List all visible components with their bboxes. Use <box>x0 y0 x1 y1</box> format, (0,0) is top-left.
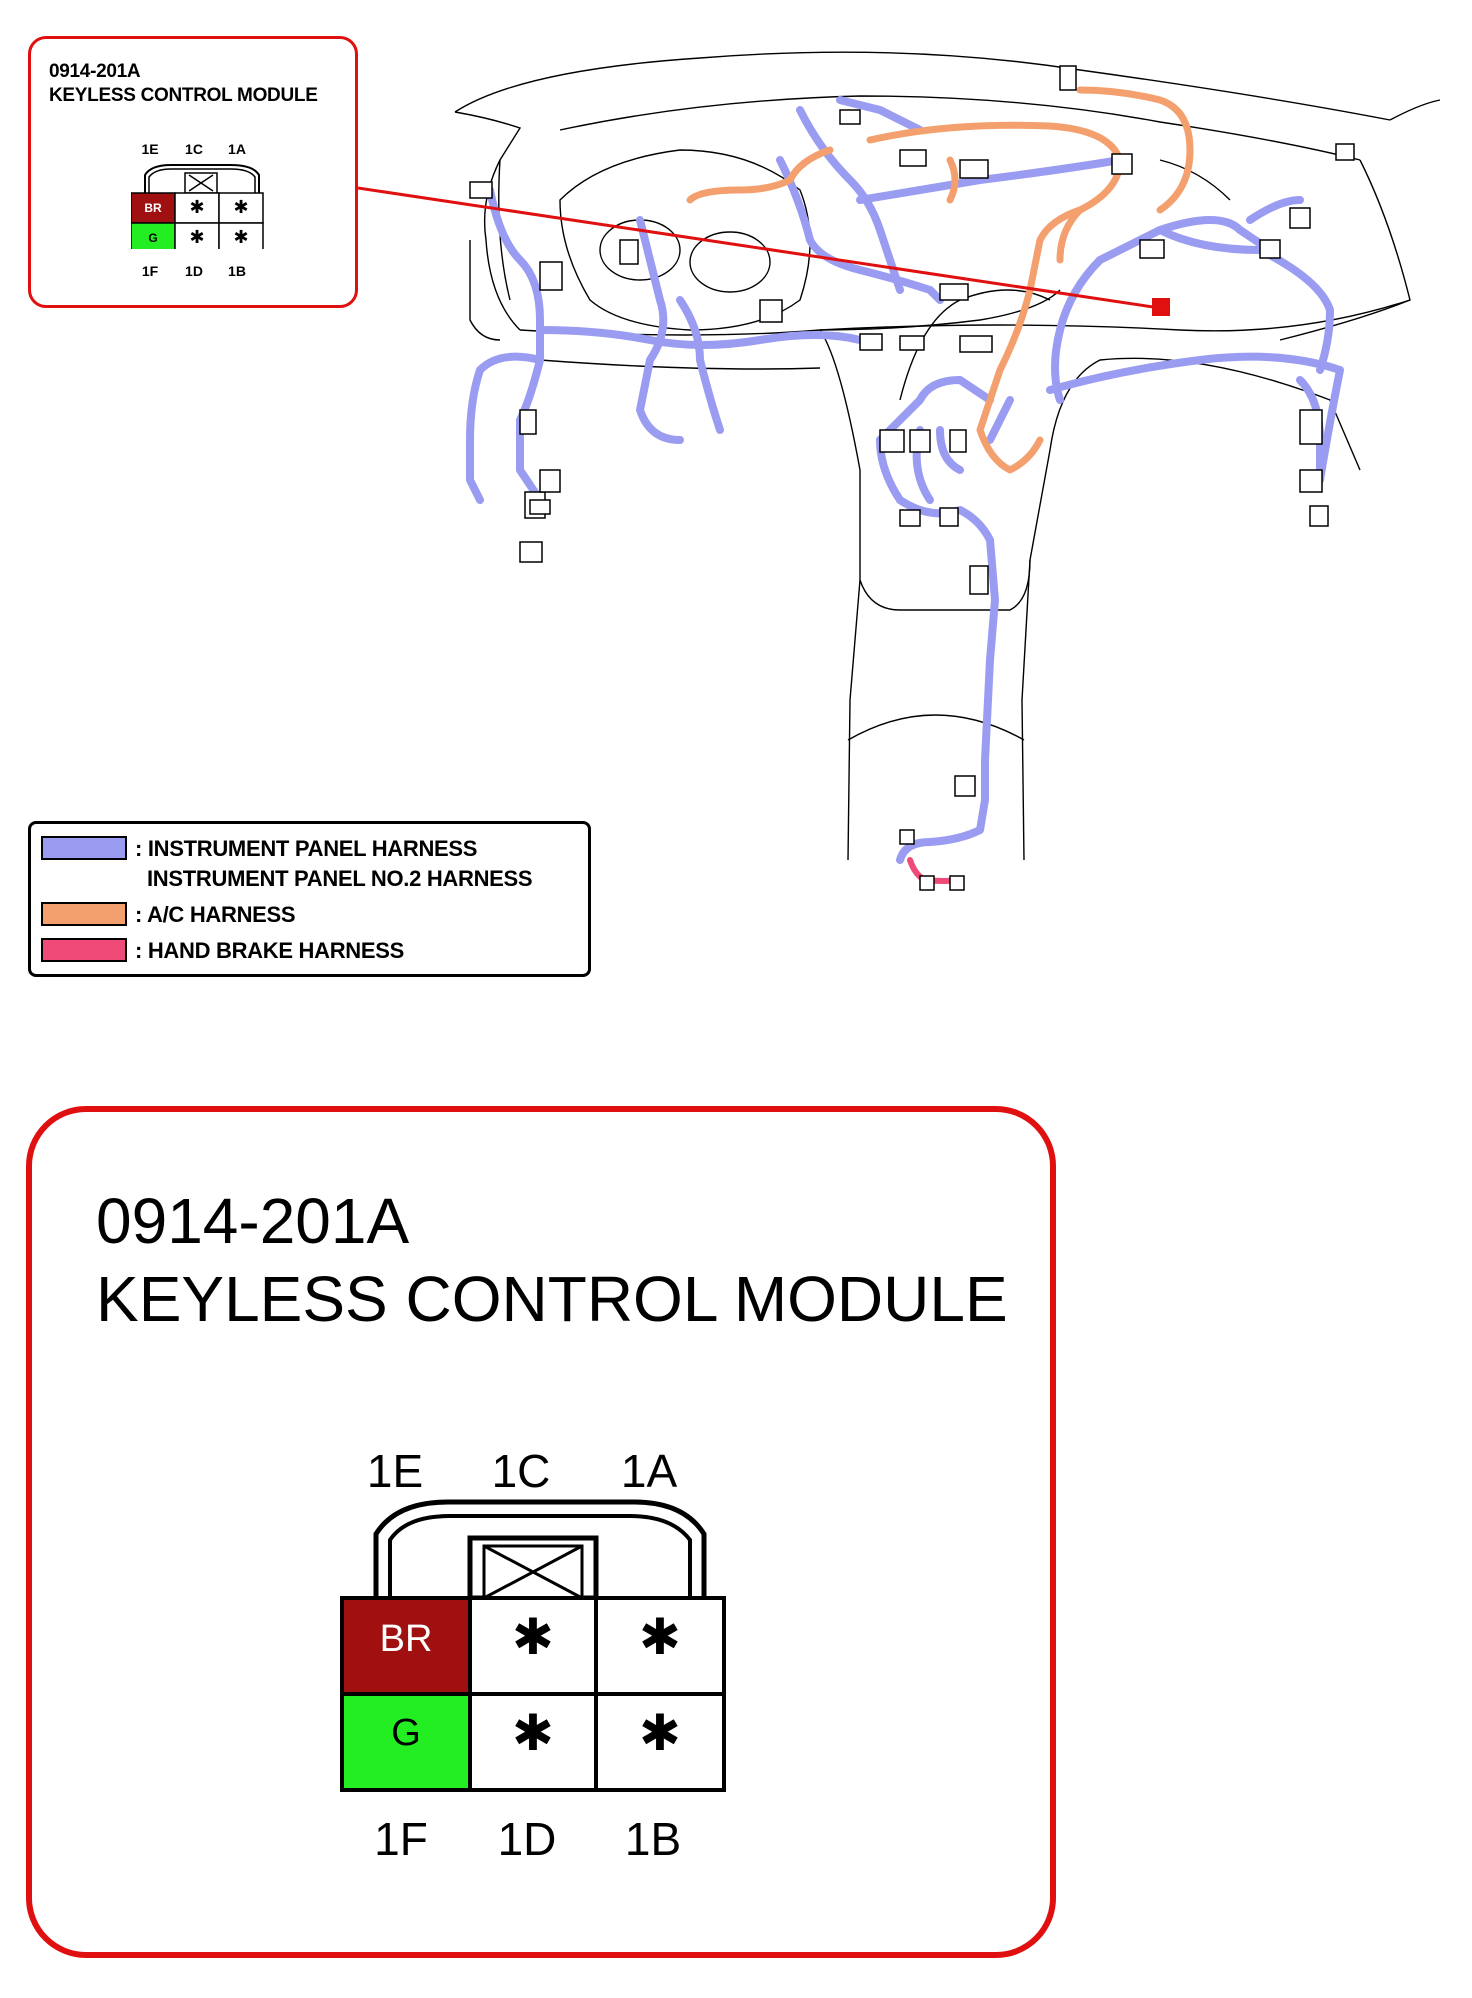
empty-cavity-1b: ✱ <box>639 1705 681 1761</box>
harness-legend <box>28 821 591 977</box>
small-cell-g: G <box>148 231 158 245</box>
small-pin-1f: 1F <box>141 263 159 279</box>
small-pin-1c: 1C <box>185 141 203 157</box>
small-empty-1b: ✱ <box>233 227 249 247</box>
small-pin-1b: 1B <box>228 263 246 279</box>
pin-label-1f: 1F <box>374 1813 428 1865</box>
instrument-panel-harness-routes <box>470 100 1340 860</box>
pin-label-1c: 1C <box>491 1445 551 1497</box>
instrument-panel-swatch <box>41 836 127 860</box>
cell-label-br: BR <box>379 1618 433 1660</box>
small-cell-br: BR <box>144 201 162 215</box>
pin-label-1e: 1E <box>366 1445 424 1497</box>
small-empty-1c: ✱ <box>189 197 205 217</box>
small-connector-code: 0914-201A <box>49 61 141 82</box>
connector-detail-card <box>26 1106 1056 1958</box>
pin-label-1a: 1A <box>620 1445 678 1497</box>
small-connector-callout <box>28 36 358 308</box>
small-pin-1e: 1E <box>141 141 159 157</box>
legend-label-instrument-panel: : INSTRUMENT PANEL HARNESS <box>135 836 478 861</box>
connector-code: 0914-201A <box>96 1185 410 1257</box>
pin-label-1d: 1D <box>497 1813 557 1865</box>
cell-label-g: G <box>391 1712 421 1754</box>
empty-cavity-1d: ✱ <box>512 1705 554 1761</box>
legend-label-ac: : A/C HARNESS <box>135 902 296 927</box>
small-pin-1a: 1A <box>228 141 246 157</box>
ac-swatch <box>41 902 127 926</box>
small-empty-1a: ✱ <box>233 197 249 217</box>
empty-cavity-1a: ✱ <box>639 1609 681 1665</box>
legend-label-instrument-panel-no2: INSTRUMENT PANEL NO.2 HARNESS <box>147 866 533 891</box>
hand-brake-swatch <box>41 938 127 962</box>
small-connector-name: KEYLESS CONTROL MODULE <box>49 85 318 106</box>
legend-label-hand-brake: : HAND BRAKE HARNESS <box>135 938 405 963</box>
small-pin-1d: 1D <box>185 263 203 279</box>
pin-label-1b: 1B <box>624 1813 682 1865</box>
ac-harness-routes <box>690 90 1190 470</box>
connector-name: KEYLESS CONTROL MODULE <box>96 1263 1008 1335</box>
empty-cavity-1c: ✱ <box>512 1609 554 1665</box>
small-empty-1d: ✱ <box>189 227 205 247</box>
keyless-module-location-marker <box>1152 298 1170 316</box>
